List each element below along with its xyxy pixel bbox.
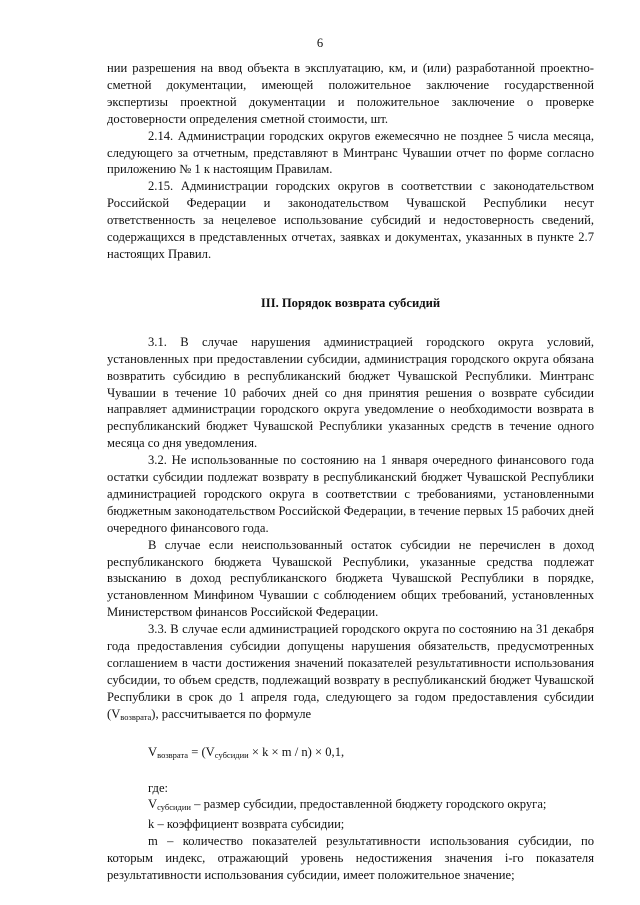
definition-v-subscript: субсидии — [157, 802, 191, 813]
paragraph-continuation: нии разрешения на ввод объекта в эксплуатацию, км, и (или) разработанной проектно-сметной документации, имеющей положительное заключение государственной экспертизы проектной документации и положительное заключение о проверке достоверности определения сметной стоимости, шт. — [107, 61, 594, 126]
definition-v-text: – размер субсидии, предоставленной бюджету городского округа; — [190, 797, 547, 812]
paragraph-3-3-end: ), рассчитывается по формуле — [151, 706, 312, 721]
definition-v: V — [148, 797, 158, 812]
paragraph-3-3-text: 3.3. В случае если администрацией городского округа по состоянию на 31 декабря года предоставления субсидии допущены нарушения обязательств, предусмотренных соглашением в части достижения значений показателей результативности использования субсидии, то объем средств, подлежащий возврату в республиканский бюджет Чувашской Республики в срок до 1 апреля года, следующего за годом предоставления субсидии (V — [107, 622, 594, 721]
paragraph-2-15: 2.15. Администрации городских округов в соответствии с законодательством Российской Федерации и законодательством Чувашской Республики несут ответственность за нецелевое использование субсидий и недостоверность сведений, содержащихся в представленных отчетах, заявках и документах, указанных в пункте 2.7 настоящих Правил. — [107, 179, 594, 261]
formula-equals: = (V — [188, 744, 215, 759]
document-body — [107, 60, 594, 884]
formula-v: V — [148, 744, 158, 759]
paragraph-3-1: 3.1. В случае нарушения администрацией городского округа условий, установленных при предоставлении субсидии, администрация городского округа обязана возвратить субсидию в республиканский бюджет Чувашской Республики. Минтранс Чувашии в течение 10 рабочих дней со дня принятия решения о возврате субсидии направляет администрации городского округа уведомление о необходимости возврата в республиканский бюджет Чувашской Республики указанных средств в течение одного месяца со дня уведомления. — [107, 334, 594, 451]
return-formula — [148, 744, 594, 764]
paragraph-3-3 — [107, 621, 594, 725]
formula-vs-subscript: субсидии — [214, 749, 249, 760]
definition-k: k – коэффициент возврата субсидии; — [148, 817, 345, 832]
formula-v-subscript: возврата — [157, 749, 189, 760]
paragraph-recovery: В случае если неиспользованный остаток субсидии не перечислен в доход республиканского бюджета Чувашской Республики, указанные средства подлежат взысканию в доход республиканского бюджета Чувашской Республики в порядке, установленном Минфином Чувашии с соблюдением общих требований, установленных Министерством финансов Российской Федерации. — [107, 537, 594, 620]
formula-rest: × k × m / n) × 0,1, — [248, 744, 345, 759]
definition-v-subsidy — [107, 796, 594, 816]
paragraph-2-14: 2.14. Администрации городских округов ежемесячно не позднее 5 числа месяца, следующего за отчетным, представляют в Минтранс Чувашии отчет по форме согласно приложению № 1 к настоящим Правилам. — [107, 128, 594, 177]
definition-m: m – количество показателей результативности использования субсидии, по которым индекс, отражающий уровень недостижения значения i-го показателя результативности использования субсидии, имеет положительное значение; — [107, 834, 594, 883]
paragraph-3-2: 3.2. Не использованные по состоянию на 1 января очередного финансового года остатки субсидии подлежат возврату в республиканский бюджет Чувашской Республики администрацией городского округа в соответствии с требованиями, установленными бюджетным законодательством Российской Федерации, в течение первых 15 рабочих дней очередного финансового года. — [107, 453, 594, 535]
page-number: 6 — [316, 36, 324, 50]
v-return-subscript: возврата — [120, 711, 152, 722]
section-heading: III. Порядок возврата субсидий — [260, 295, 441, 310]
where-label: где: — [148, 780, 169, 795]
